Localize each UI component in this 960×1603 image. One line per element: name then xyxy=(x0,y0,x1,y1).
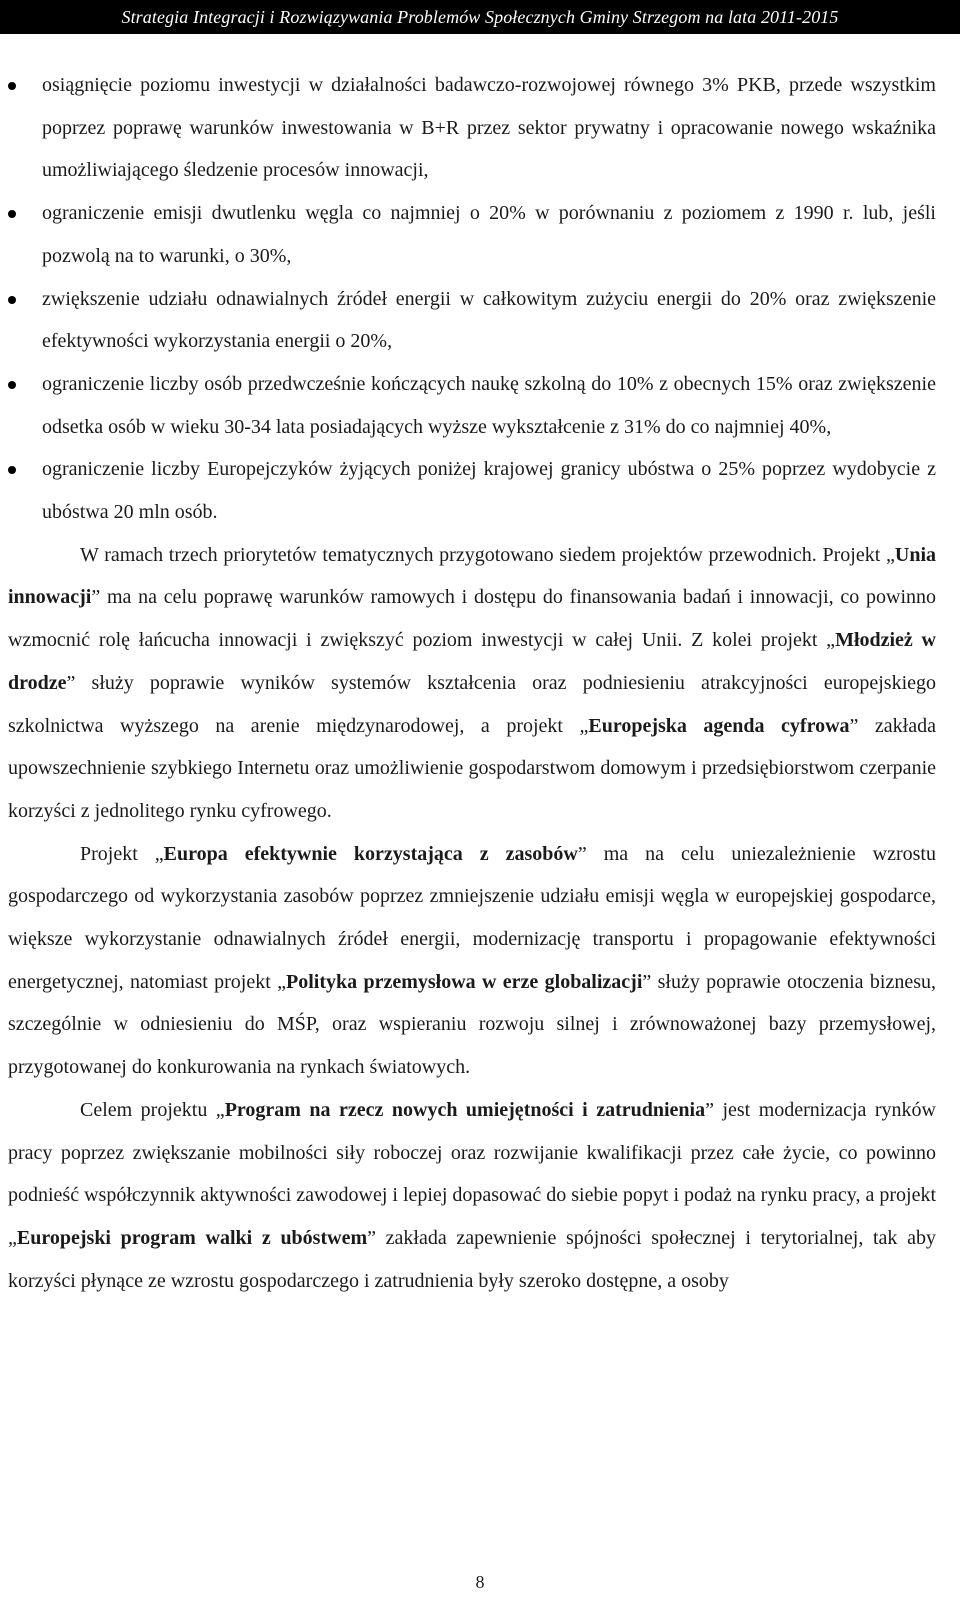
paragraph-flagship-projects: W ramach trzech priorytetów tematycznych przygotowano siedem projektów przewodnich. Projekt „Unia innowacji” ma na celu poprawę warunków ramowych i dostępu do finansowania badań i innowacji, co powinno wzmocnić rolę łańcucha innowacji i zwiększyć poziom inwestycji w całej Unii. Z kolei projekt „Młodzież w drodze” służy poprawie wyników systemów kształcenia oraz podniesieniu atrakcyjności europejskiego szkolnictwa wyższego na arenie międzynarodowej, a projekt „Europejska agenda cyfrowa” zakłada upowszechnienie szybkiego Internetu oraz umożliwienie gospodarstwom domowym i przedsiębiorstwom czerpanie korzyści z jednolitego rynku cyfrowego. xyxy=(8,543,936,822)
bullet-icon xyxy=(8,381,16,389)
list-item: ograniczenie liczby osób przedwcześnie kończących naukę szkolną do 10% z obecnych 15% oraz zwiększenie odsetka osób w wieku 30-34 lata posiadających wyższe wykształcenie z 31% do co najmniej 40%, xyxy=(8,363,936,448)
project-name: Unia innowacji xyxy=(8,543,936,609)
project-name: Polityka przemysłowa w erze globalizacji xyxy=(286,970,643,993)
bullet-icon xyxy=(8,210,16,218)
project-name: Europa efektywnie korzystająca z zasobów xyxy=(163,842,578,865)
bullet-icon xyxy=(8,296,16,304)
document-body xyxy=(8,64,936,1302)
project-name: Europejska agenda cyfrowa xyxy=(588,714,850,737)
bullet-icon xyxy=(8,82,16,90)
paragraph-resources: Projekt „Europa efektywnie korzystająca z zasobów” ma na celu uniezależnienie wzrostu gospodarczego od wykorzystania zasobów poprzez zmniejszenie udziału emisji węgla w europejskiej gospodarce, większe wykorzystanie odnawialnych źródeł energii, modernizację transportu i propagowanie efektywności energetycznej, natomiast projekt „Polityka przemysłowa w erze globalizacji” służy poprawie otoczenia biznesu, szczególnie w odniesieniu do MŚP, oraz wspieraniu rozwoju silnej i zrównoważonej bazy przemysłowej, przygotowanej do konkurowania na rynkach światowych. xyxy=(8,842,936,1079)
bullet-icon xyxy=(8,466,16,474)
project-name: Program na rzecz nowych umiejętności i zatrudnienia xyxy=(224,1098,706,1121)
list-item: ograniczenie liczby Europejczyków żyjących poniżej krajowej granicy ubóstwa o 25% poprzez wydobycie z ubóstwa 20 mln osób. xyxy=(8,448,936,533)
project-name: Europejski program walki z ubóstwem xyxy=(16,1226,368,1249)
goals-list xyxy=(8,64,936,534)
paragraph-employment: Celem projektu „Program na rzecz nowych umiejętności i zatrudnienia” jest modernizacja rynków pracy poprzez zwiększanie mobilności siły roboczej oraz rozwijanie kwalifikacji przez całe życie, co powinno podnieść współczynnik aktywności zawodowej i lepiej dopasować do siebie popyt i podaż na rynku pracy, a projekt „Europejski program walki z ubóstwem” zakłada zapewnienie spójności społecznej i terytorialnej, tak aby korzyści płynące ze wzrostu gospodarczego i zatrudnienia były szeroko dostępne, a osoby xyxy=(8,1098,936,1292)
list-item: osiągnięcie poziomu inwestycji w działalności badawczo-rozwojowej równego 3% PKB, przede wszystkim poprzez poprawę warunków inwestowania w B+R przez sektor prywatny i opracowanie nowego wskaźnika umożliwiającego śledzenie procesów innowacji, xyxy=(8,64,936,192)
list-item: zwiększenie udziału odnawialnych źródeł energii w całkowitym zużyciu energii do 20% oraz zwiększenie efektywności wykorzystania energii o 20%, xyxy=(8,278,936,363)
project-name: Młodzież w drodze xyxy=(8,629,936,694)
list-item: ograniczenie emisji dwutlenku węgla co najmniej o 20% w porównaniu z poziomem z 1990 r. lub, jeśli pozwolą na to warunki, o 30%, xyxy=(8,192,936,277)
page-number: 8 xyxy=(475,1572,485,1592)
page-header: Strategia Integracji i Rozwiązywania Problemów Społecznych Gminy Strzegom na lata 2011-2015 xyxy=(0,0,960,34)
